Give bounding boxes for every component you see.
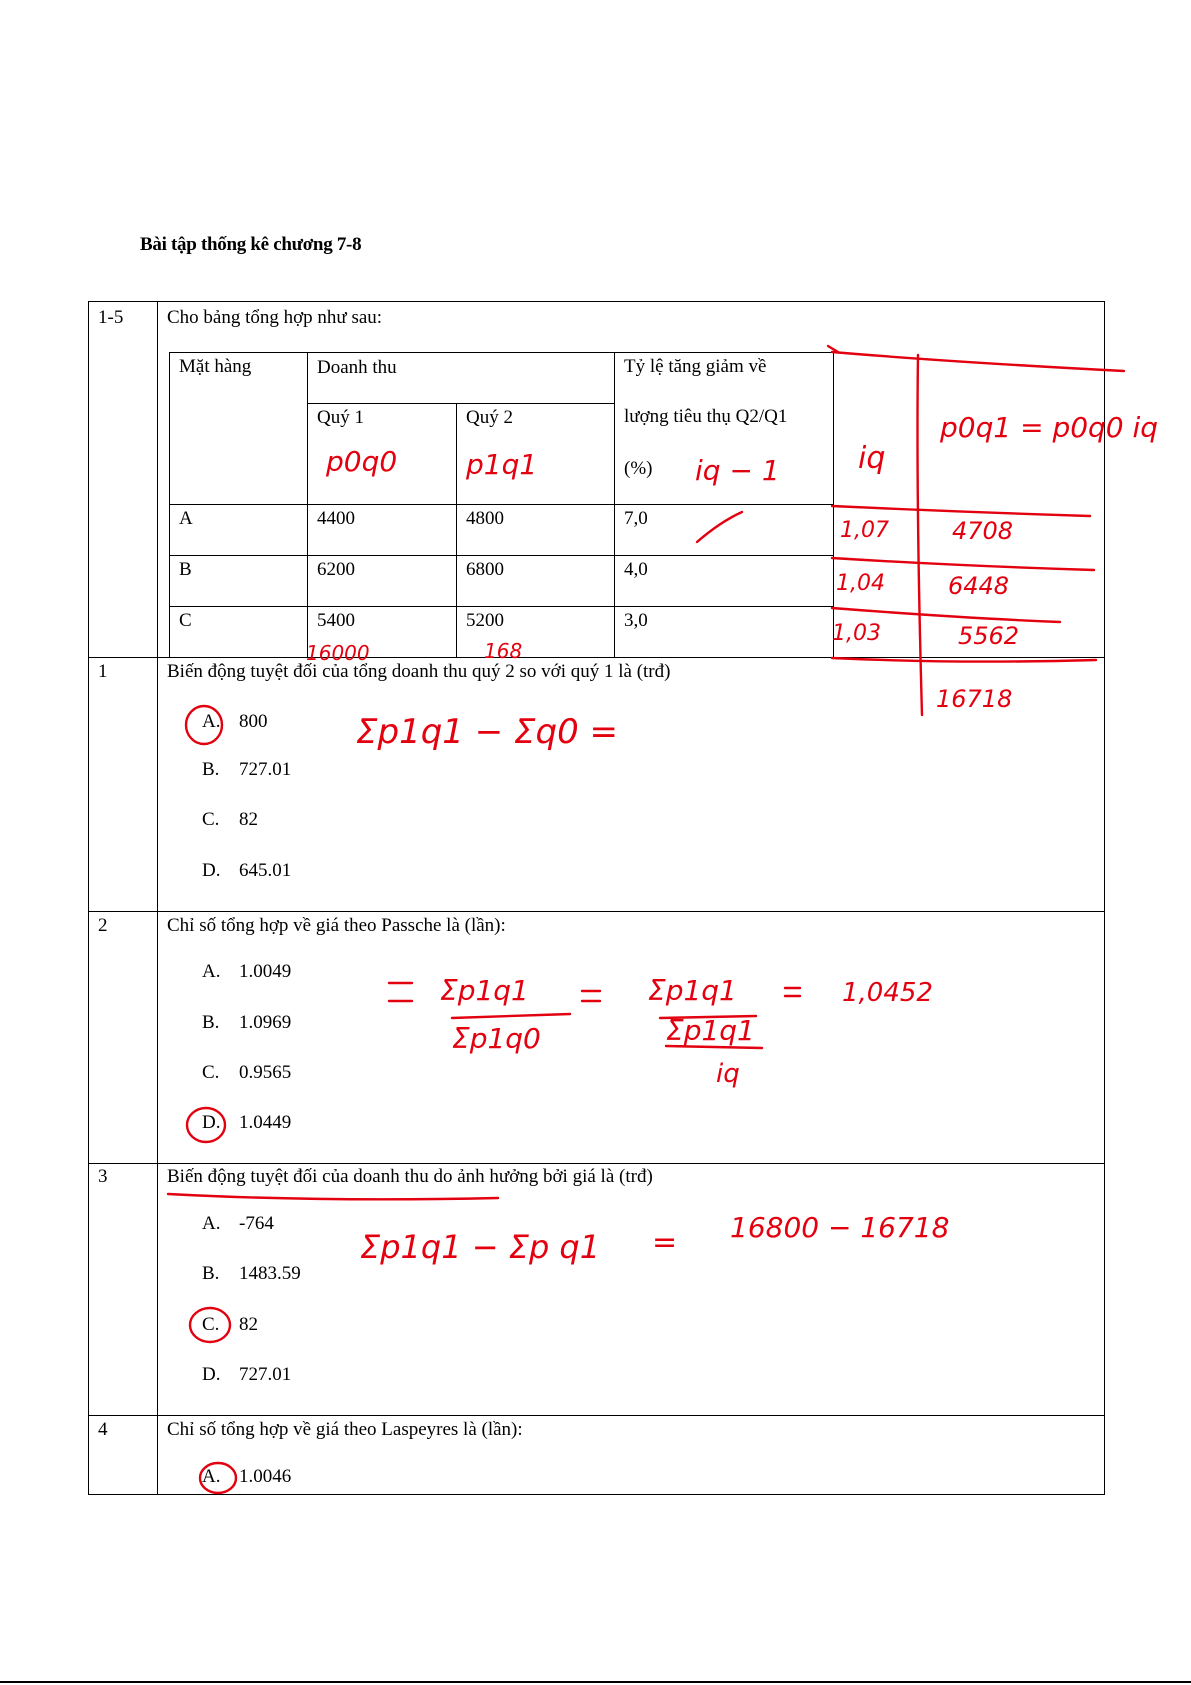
page-bottom-edge <box>0 1681 1191 1683</box>
option-label: B. <box>202 1012 220 1033</box>
option-value: 1.0049 <box>239 961 292 982</box>
header-revenue: Doanh thu <box>317 357 397 378</box>
intro-text: Cho bảng tổng hợp như sau: <box>167 307 383 328</box>
hw-p0q1-total: 16718 <box>936 685 1013 713</box>
option-label: C. <box>202 809 220 830</box>
cell-rate: 3,0 <box>624 610 648 631</box>
hw-q2-result: 1,0452 <box>842 978 933 1008</box>
option-value: 82 <box>239 809 258 830</box>
page-title: Bài tập thống kê chương 7-8 <box>140 234 362 255</box>
cell-q1: 6200 <box>317 559 355 580</box>
hw-iq-minus-1: iq − 1 <box>695 454 780 487</box>
hw-q1-work: Σp1q1 − Σq0 = <box>356 712 619 752</box>
option-label: A. <box>202 961 221 982</box>
option-label: D. <box>202 1112 221 1133</box>
hw-iq-value: 1,03 <box>832 621 881 646</box>
hw-q2-numerator: Σp1q1 <box>440 974 529 1007</box>
option-label: A. <box>202 711 221 732</box>
hw-p0q0: p0q0 <box>326 445 398 478</box>
option-value: -764 <box>239 1213 274 1234</box>
option-label: B. <box>202 759 220 780</box>
question-number: 2 <box>98 915 108 936</box>
option-value: 645.01 <box>239 860 292 881</box>
option-value: 800 <box>239 711 268 732</box>
question-text: Chỉ số tổng hợp về giá theo Passche là (lần): <box>167 915 506 936</box>
option-value: 1.0449 <box>239 1112 292 1133</box>
header-rate-line3: (%) <box>624 458 653 479</box>
cell-q2: 4800 <box>466 508 504 529</box>
row-divider <box>88 1163 1105 1164</box>
hw-sum-q1: 16000 <box>306 641 370 665</box>
hw-p1q1: p1q1 <box>466 448 538 481</box>
table-column-divider <box>157 301 158 1495</box>
header-rate-line2: lượng tiêu thụ Q2/Q1 <box>624 406 788 427</box>
option-label: D. <box>202 1364 221 1385</box>
option-label: D. <box>202 860 221 881</box>
hw-q2-denominator-iq: iq <box>716 1059 740 1089</box>
option-label: C. <box>202 1314 220 1335</box>
question-number: 1 <box>98 661 108 682</box>
header-q2: Quý 2 <box>466 407 513 428</box>
hw-p0q1-value: 5562 <box>958 622 1020 650</box>
question-number: 4 <box>98 1419 108 1440</box>
question-text: Biến động tuyệt đối của doanh thu do ảnh hưởng bởi giá là (trđ) <box>167 1166 653 1187</box>
cell-rate: 4,0 <box>624 559 648 580</box>
hw-formula-top: p0q1 = p0q0 iq <box>940 411 1159 444</box>
hw-iq-value: 1,04 <box>836 571 885 596</box>
header-q1: Quý 1 <box>317 407 364 428</box>
hw-q3-result: 16800 − 16718 <box>730 1211 950 1244</box>
hw-q3-equals: = <box>652 1225 678 1260</box>
cell-q1: 5400 <box>317 610 355 631</box>
option-value: 727.01 <box>239 759 292 780</box>
cell-item: A <box>179 508 193 529</box>
option-value: 1.0046 <box>239 1466 292 1487</box>
option-value: 1.0969 <box>239 1012 292 1033</box>
question-text: Biến động tuyệt đối của tổng doanh thu quý 2 so với quý 1 là (trđ) <box>167 661 671 682</box>
hw-q2-numerator: Σp1q1 <box>648 974 737 1007</box>
row-divider <box>88 1415 1105 1416</box>
header-rate-line1: Tỷ lệ tăng giảm về <box>624 356 767 377</box>
option-value: 1483.59 <box>239 1263 301 1284</box>
cell-item: C <box>179 610 192 631</box>
cell-q1: 4400 <box>317 508 355 529</box>
hw-p0q1-value: 4708 <box>952 517 1014 545</box>
hw-sum-q2: 168 <box>484 639 523 663</box>
question-number: 3 <box>98 1166 108 1187</box>
option-value: 727.01 <box>239 1364 292 1385</box>
cell-item: B <box>179 559 192 580</box>
option-label: B. <box>202 1263 220 1284</box>
hw-iq: iq <box>858 441 886 476</box>
hw-q3-work: Σp1q1 − Σp q1 <box>360 1228 601 1266</box>
cell-rate: 7,0 <box>624 508 648 529</box>
option-value: 82 <box>239 1314 258 1335</box>
option-label: A. <box>202 1466 221 1487</box>
option-value: 0.9565 <box>239 1062 292 1083</box>
hw-p0q1-value: 6448 <box>948 572 1010 600</box>
hw-q2-denominator: Σp1q1 <box>666 1014 755 1047</box>
question-text: Chỉ số tổng hợp về giá theo Laspeyres là (lần): <box>167 1419 523 1440</box>
row-number: 1-5 <box>98 307 124 328</box>
option-label: A. <box>202 1213 221 1234</box>
cell-q2: 6800 <box>466 559 504 580</box>
option-label: C. <box>202 1062 220 1083</box>
cell-q2: 5200 <box>466 610 504 631</box>
header-item: Mặt hàng <box>179 356 252 377</box>
row-divider <box>88 911 1105 912</box>
hw-q2-denominator: Σp1q0 <box>452 1022 541 1055</box>
hw-iq-value: 1,07 <box>840 518 889 543</box>
